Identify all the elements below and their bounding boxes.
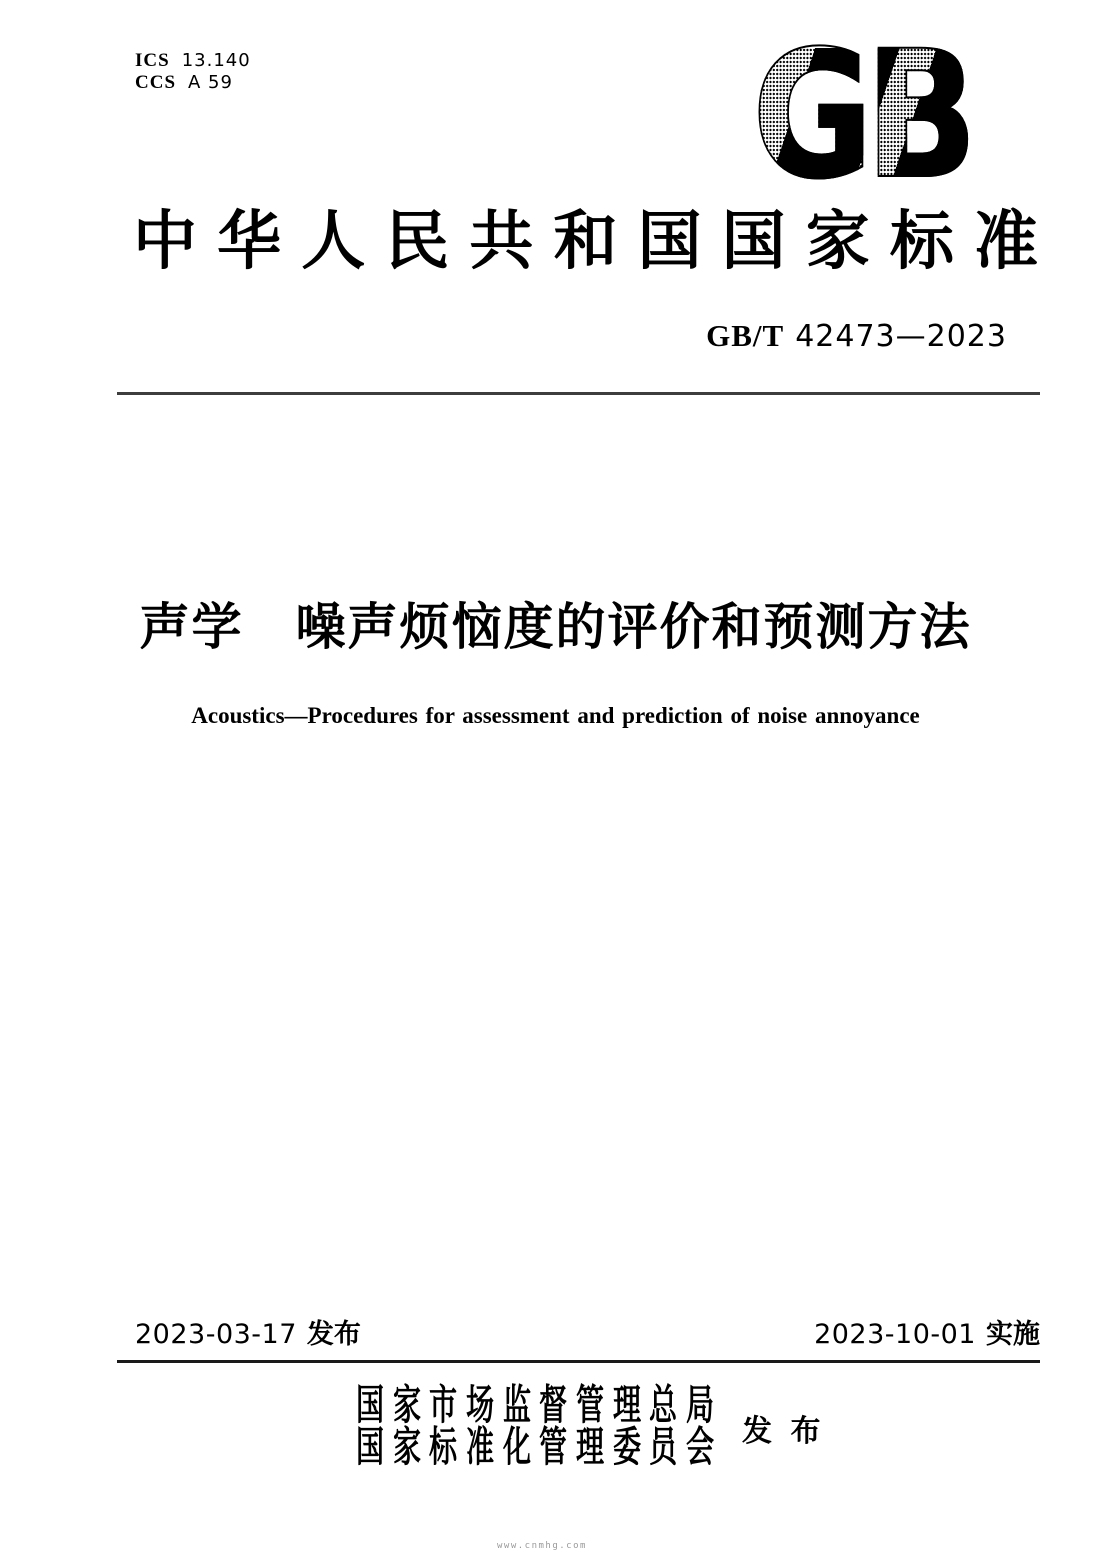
ics-label: ICS <box>135 50 170 71</box>
publish-action-label: 发 布 <box>742 1414 825 1449</box>
issue-date-value: 2023-03-17 <box>135 1319 297 1350</box>
top-rule <box>117 392 1040 395</box>
issue-date-label: 发布 <box>306 1319 361 1350</box>
bottom-rule <box>117 1360 1040 1363</box>
publisher-names <box>352 1382 718 1471</box>
implement-date-label: 实施 <box>986 1319 1040 1350</box>
classification-codes <box>135 50 251 94</box>
implement-date-value: 2023-10-01 <box>814 1319 976 1350</box>
ccs-label: CCS <box>135 72 177 93</box>
standard-number <box>706 318 1007 355</box>
watermark: www.cnmhg.com <box>497 1541 587 1551</box>
standard-title-en: Acoustics—Procedures for assessment and prediction of noise annoyance <box>191 703 920 728</box>
standard-number-prefix: GB/T <box>706 318 785 353</box>
implement-date <box>814 1317 1040 1353</box>
standard-number-value: 42473—2023 <box>795 319 1007 354</box>
publisher-line-1: 国 家 市 场 监 督 管 理 总 局 <box>355 1382 714 1429</box>
publisher-line-2: 国 家 标 准 化 管 理 委 员 会 <box>355 1424 714 1471</box>
dates-row <box>135 1317 1040 1353</box>
ics-value: 13.140 <box>181 50 251 71</box>
ics-code <box>135 50 251 72</box>
standard-title-zh: 声学 噪声烦恼度的评价和预测方法 <box>139 598 972 656</box>
publisher-block <box>352 1382 825 1471</box>
issue-date <box>135 1317 361 1353</box>
ccs-code <box>135 72 251 94</box>
gb-logo-icon <box>752 13 976 218</box>
gb-logo-text: GB <box>752 13 970 218</box>
ccs-value: A 59 <box>188 72 233 93</box>
national-standard-header: 中 华 人 民 共 和 国 国 家 标 准 <box>133 206 1038 277</box>
